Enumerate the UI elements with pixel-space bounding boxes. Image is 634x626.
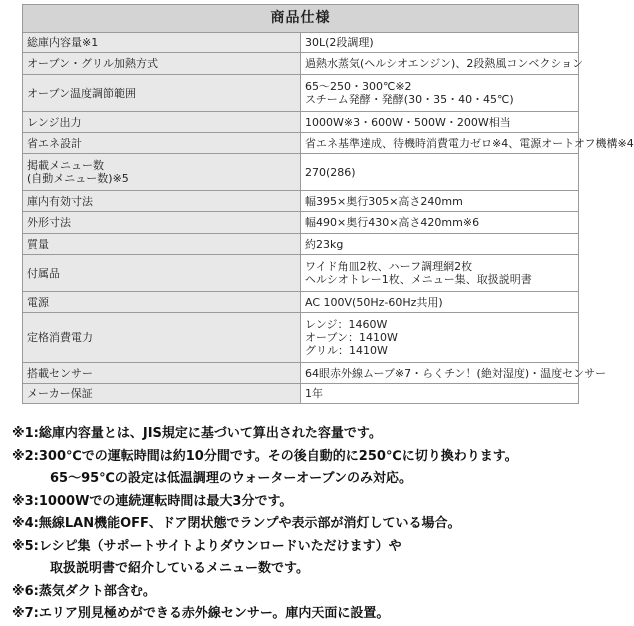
row-value: 省エネ基準達成、待機時消費電力ゼロ※4、電源オートオフ機構※4 (301, 133, 579, 154)
row-value: 約23kg (301, 234, 579, 255)
row-label: オーブン・グリル加熱方式 (23, 53, 301, 75)
table-row (23, 363, 579, 384)
row-value: 1年 (301, 384, 579, 404)
row-label: 搭載センサー (23, 363, 301, 384)
row-label: オーブン温度調節範囲 (23, 75, 301, 112)
row-label: 質量 (23, 234, 301, 255)
table-row (23, 212, 579, 234)
table-row (23, 53, 579, 75)
row-label: 総庫内容量※1 (23, 33, 301, 53)
row-value: 1000W※3・600W・500W・200W相当 (301, 112, 579, 133)
table-row (23, 133, 579, 154)
footnote: ※6:蒸気ダクト部含む。 (12, 583, 156, 599)
row-value: レンジ：1460W オーブン：1410W グリル：1410W (301, 313, 579, 363)
row-label: 掲載メニュー数 (自動メニュー数)※5 (23, 154, 301, 191)
table-row (23, 384, 579, 404)
footnote: ※1:総庫内容量とは、JIS規定に基づいて算出された容量です。 (12, 426, 382, 441)
footnote: ※7:エリア別見極めができる赤外線センサー。庫内天面に設置。 (12, 606, 390, 621)
row-label: レンジ出力 (23, 112, 301, 133)
table-row (23, 313, 579, 363)
table-row (23, 292, 579, 313)
row-label: メーカー保証 (23, 384, 301, 404)
footnote: ※2:300℃での運転時間は約10分間です。その後自動的に250℃に切り換わります。 (12, 448, 518, 464)
row-value: 30L(2段調理) (301, 33, 579, 53)
row-value: 過熱水蒸気(ヘルシオエンジン)、2段熱風コンベクション (301, 53, 579, 75)
footnote: ※4:無線LAN機能OFF、ドア閉状態でランプや表示部が消灯している場合。 (12, 516, 461, 531)
table-row (23, 33, 579, 53)
row-value: AC 100V(50Hz-60Hz共用) (301, 292, 579, 313)
row-value: 270(286) (301, 154, 579, 191)
table-row (23, 191, 579, 212)
table-row (23, 112, 579, 133)
row-value: 65～250・300℃※2 スチーム発酵・発酵(30・35・40・45℃) (301, 75, 579, 112)
row-value: 幅490×奥行430×高さ420mm※6 (301, 212, 579, 234)
footnotes (12, 423, 597, 626)
row-label: 外形寸法 (23, 212, 301, 234)
spec-table (22, 4, 634, 404)
row-label: 省エネ設計 (23, 133, 301, 154)
row-value: ワイド角皿2枚、ハーフ調理網2枚 ヘルシオトレー1枚、メニュー集、取扱説明書 (301, 255, 579, 292)
footnote-continued: 取扱説明書で紹介しているメニュー数です。 (50, 561, 309, 576)
row-label: 庫内有効寸法 (23, 191, 301, 212)
footnote: ※3:1000Wでの連続運転時間は最大3分です。 (12, 493, 293, 509)
row-value: 64眼赤外線ムーブ※7・らくチン！(絶対湿度)・温度センサー (301, 363, 579, 384)
row-label: 電源 (23, 292, 301, 313)
footnote: ※5:レシピ集（サポートサイトよりダウンロードいただけます）や (12, 538, 402, 554)
footnote-continued: 65～95℃の設定は低温調理のウォーターオーブンのみ対応。 (50, 471, 412, 486)
table-row (23, 255, 579, 292)
table-row (23, 154, 579, 191)
row-value: 幅395×奥行305×高さ240mm (301, 191, 579, 212)
row-label: 定格消費電力 (23, 313, 301, 363)
table-title: 商品仕様 (23, 5, 579, 33)
row-label: 付属品 (23, 255, 301, 292)
table-row (23, 75, 579, 112)
table-row (23, 234, 579, 255)
